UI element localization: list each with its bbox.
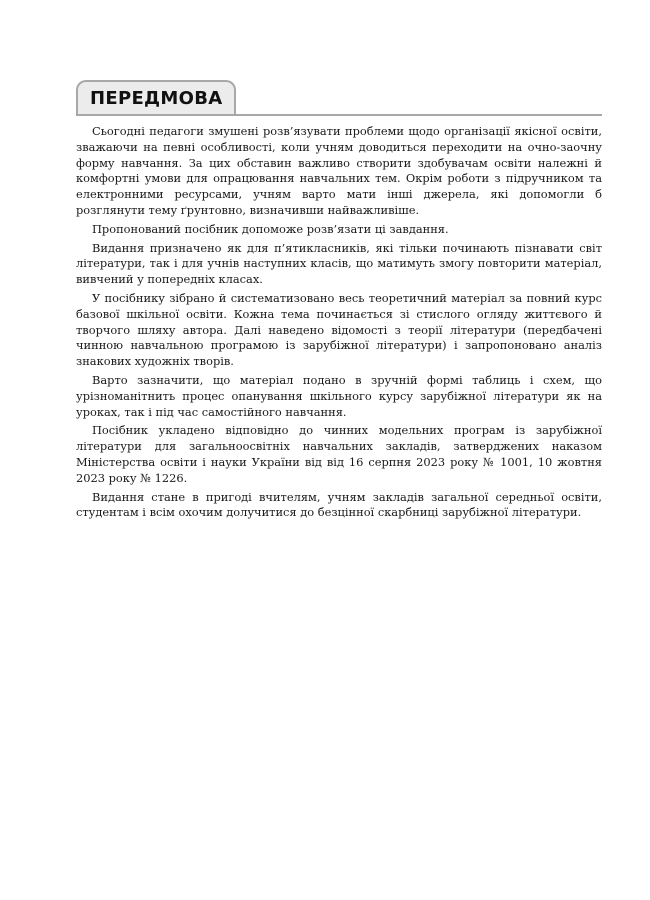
header-divider [76,114,602,116]
paragraph-4: У посібнику зібрано й систематизовано весь теоретичний матеріал за повний курс базової шкільної освіти. Кожна тема починається зі стислого огляду життєвого й творчого шляху автора. Далі наведено відомості з теорії літератури (передбачені чинною навчальною програмою із зарубіжної літератури) і запропоновано аналіз знакових художніх творів. [76,290,602,369]
paragraph-5: Варто зазначити, що матеріал подано в зручній формі таблиць і схем, що урізноманітнить процес опанування шкільного курсу зарубіжної літератури як на уроках, так і під час самостійного навчання. [76,372,602,419]
paragraph-6: Посібник укладено відповідно до чинних модельних програм із зарубіжної літератури для загальноосвітніх навчальних закладів, затверджених наказом Міністерства освіти і науки України від від 16 серпня 2023 року № 1001, 10 жовтня 2023 року № 1226. [76,423,602,485]
paragraph-7: Видання стане в пригоді вчителям, учням закладів загальної середньої освіти, студентам і всім охочим долучитися до безцінної скарбниці зарубіжної літератури. [76,489,602,520]
paragraph-1: Сьогодні педагоги змушені розв’язувати проблеми щодо організації якісної освіти, зважаючи на певні особливості, коли учням доводиться переходити на очно-заочну форму навчання. За цих обставин важливо створити здобувачам освіти належні й комфортні умови для опрацювання навчальних тем. Окрім роботи з підручником та електронними ресурсами, учням варто мати інші джерела, які допомогли б розглянути тему ґрунтовно, визначивши найважливіше. [76,124,602,217]
section-header [76,80,602,116]
paragraph-3: Видання призначено як для п’ятикласників, які тільки починають пізнавати світ літератури, так і для учнів наступних класів, що матимуть змогу повторити матеріал, вивчений у попередніх класах. [76,240,602,287]
preface-body [76,124,602,524]
page-title: ПЕРЕДМОВА [90,87,223,109]
header-tab [76,80,236,114]
paragraph-2: Пропонований посібник допоможе розв’язати ці завдання. [92,221,449,236]
